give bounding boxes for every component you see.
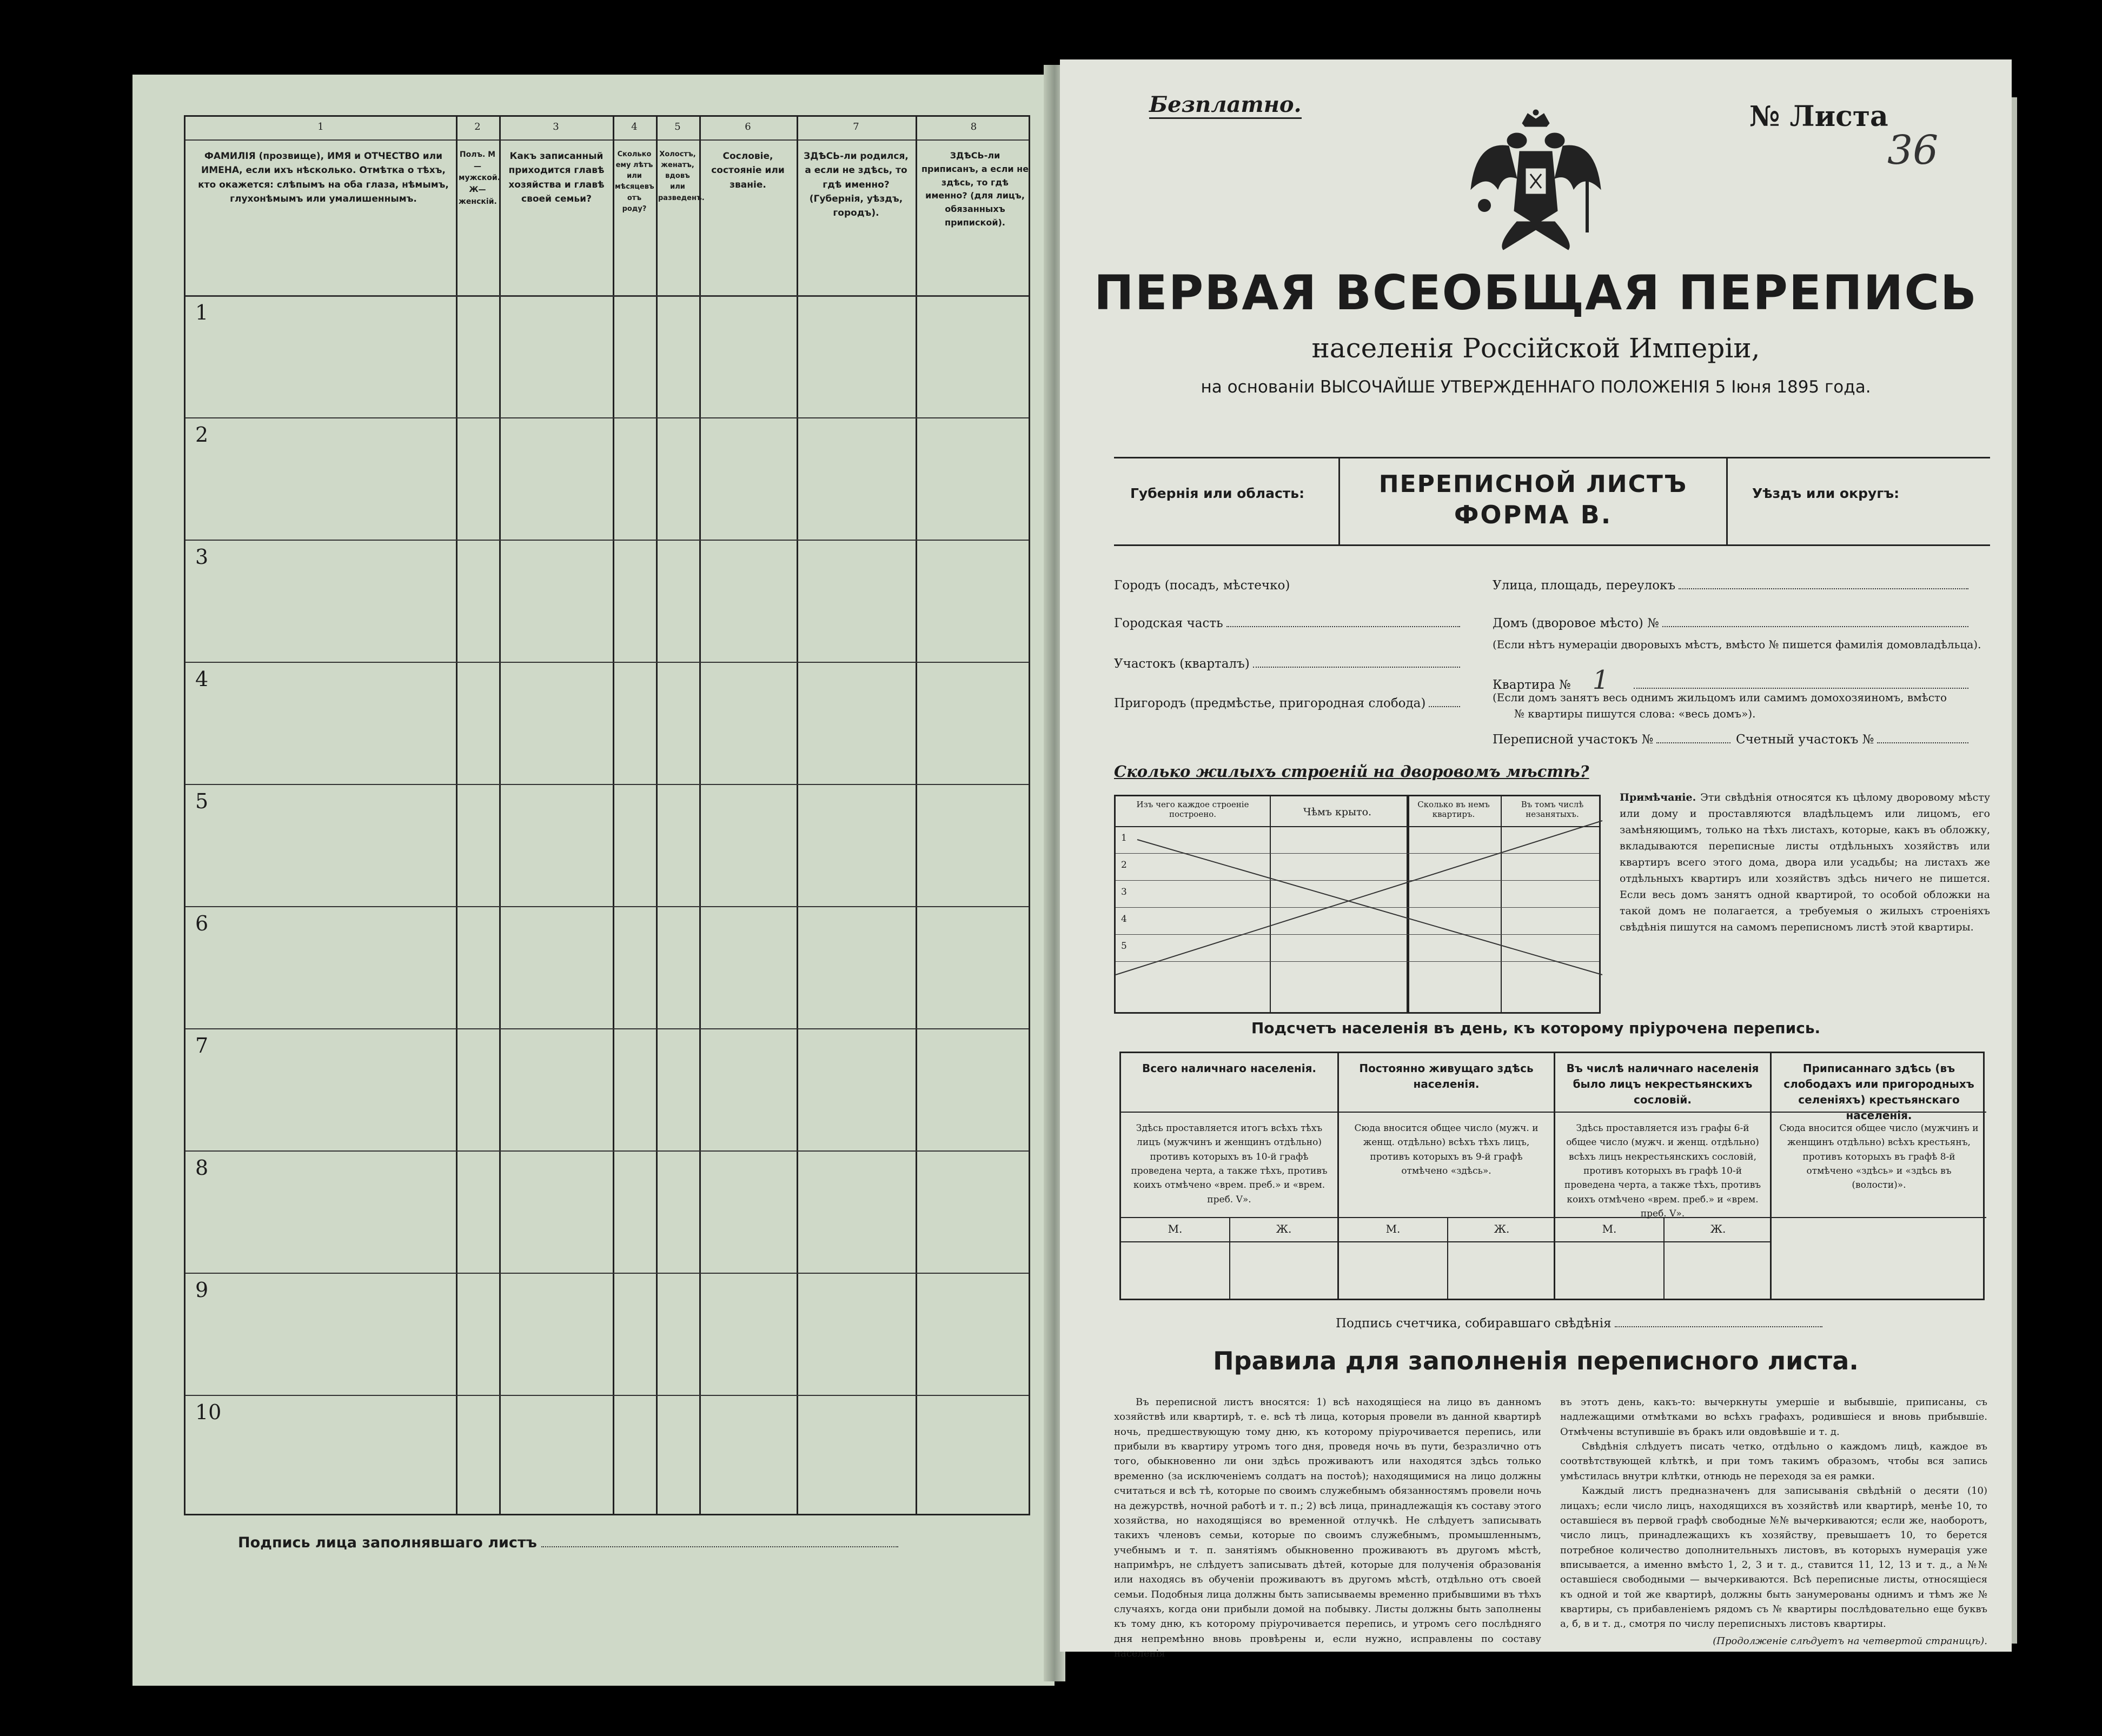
form-header-box [1114,457,1990,546]
count-column-header: Постоянно живущаго здѣсь населенія. [1339,1053,1554,1113]
census-people-table [184,115,1030,1515]
column-divider [699,117,701,1514]
column-number: 5 [674,121,681,132]
province-label: Губернія или область: [1130,485,1305,501]
house-note: (Если нѣтъ нумераціи дворовыхъ мѣстъ, вмѣсто № пишется фамилія домовладѣльца). [1493,638,1981,651]
city-part-field [1114,616,1460,630]
apartment-fill-line [1634,678,1968,689]
legal-basis-line: на основаніи ВЫСОЧАЙШЕ УТВЕРЖДЕННАГО ПОЛОЖЕНІЯ 5 Іюня 1895 года. [1201,377,1871,397]
city-part-label: Городская часть [1114,616,1223,630]
census-district-fill-line [1656,733,1730,743]
counting-district-field [1736,733,1968,747]
row-number: 6 [195,912,209,935]
buildings-cross-out-lines [1116,796,1602,1015]
apartment-note-line-2: № квартиры пишутся слова: «весь домъ»). [1514,707,1756,720]
street-fill-line [1679,578,1968,589]
precinct-label: Участокъ (кварталъ) [1114,657,1250,671]
sheet-number-handwritten: 36 [1887,127,1939,174]
row-rule [185,1395,1029,1396]
rules-left-column: Въ переписной листъ вносятся: 1) всѣ находящіеся на лицо въ данномъ хозяйствѣ или квартирѣ, т. е. всѣ тѣ лица, которыя провели въ данной квартирѣ ночь, предшествующую тому дню, къ которому пріурочивается перепись, или прибыли въ квартиру утромъ того дня, проведя ночь въ пути, безразлично отъ того, обыкновенно ли они здѣсь проживаютъ или находятся здѣсь только временно (за исключеніемъ солдатъ на постоѣ); находящимися на лицо должны считаться и всѣ тѣ, которые по своимъ служебнымъ обязанностямъ провели ночь на дежурствѣ, ночной работѣ и т. п.; 2) всѣ лица, принадлежащія къ составу этого хозяйства, но находящіяся во временной отлучкѣ. Не слѣдуетъ записывать такихъ членовъ семьи, которые по своимъ служебнымъ, промышленнымъ, учебнымъ и т. п. занятіямъ обыкновенно проживаютъ въ другомъ мѣстѣ, напримѣръ, не слѣдуетъ записывать дѣтей, которые для полученія образованія или находясь въ обученіи проживаютъ въ другомъ мѣстѣ, отдѣльно отъ своей семьи. Подобныя лица должны быть записываемы временно прибывшими въ тѣхъ случаяхъ, когда они прибыли домой на побывку. Листы должны быть заполнены къ тому дню, къ которому пріурочивается перепись, и утромъ сего послѣдняго дня непремѣнно вновь провѣрены и, если нужно, исправлены по составу населенія [1114,1396,1541,1660]
row-rule [185,906,1029,907]
form-title-block [1338,458,1728,544]
buildings-column-roof: Чѣмъ крыто. [1303,806,1372,818]
column-header-sex: Полъ. М—мужской. Ж—женскій. [459,150,501,206]
column-number: 3 [553,121,559,132]
row-number: 2 [195,423,209,447]
column-number: 6 [745,121,751,132]
count-column-registered-peasant [1770,1053,1986,1299]
house-label: Домъ (дворовое мѣсто) № [1493,616,1659,630]
census-district-field [1493,733,1730,747]
buildings-row-number: 3 [1121,887,1127,897]
female-label: Ж. [1229,1218,1337,1242]
column-header-birthplace: ЗДѢСЬ-ли родился, а если не здѣсь, то гдѣ именно? (Губернія, уѣздъ, городъ). [804,151,909,219]
header-rule [185,139,1029,141]
count-column-non-peasant [1554,1053,1770,1299]
count-column-description: Здѣсь проставляется итогъ всѣхъ тѣхъ лицъ (мужчинъ и женщинъ отдѣльно) противъ которыхъ въ 10-й графѣ проведена черта, а также тѣхъ, противъ коихъ отмѣчено «врем. преб.» и «врем. преб. V». [1121,1113,1337,1218]
buildings-column-vacant: Въ томъ числѣ незанятыхъ. [1521,800,1584,819]
column-number: 7 [853,121,859,132]
buildings-table [1114,795,1601,1014]
suburb-fill-line [1429,696,1460,707]
row-number: 9 [195,1278,209,1302]
apartment-note-line-1: (Если домъ занятъ весь однимъ жильцомъ или самимъ домохозяиномъ, вмѣсто [1493,691,1947,704]
count-column-description: Здѣсь проставляется изъ графы 6-й общее число (мужч. и женщ. отдѣльно) всѣхъ лицъ некрестьянскихъ сословій, противъ которыхъ въ графѣ 10-й проведена черта, а также тѣхъ, противъ коихъ отмѣчено «врем. преб.» и «врем. преб. V». [1555,1113,1770,1218]
collector-signature-line [1336,1316,1822,1331]
left-page-census-list [132,75,1055,1686]
column-number: 1 [317,121,324,132]
street-label: Улица, площадь, переулокъ [1493,578,1676,593]
row-number: 3 [195,545,209,569]
male-label: М. [1555,1218,1663,1242]
rules-right-column [1560,1395,1987,1648]
buildings-row-number: 1 [1121,833,1127,843]
rules-continued-note: (Продолженіе слѣдуетъ на четвертой страницѣ). [1713,1635,1987,1647]
female-label: Ж. [1663,1218,1772,1242]
column-divider [797,117,798,1514]
column-divider [613,117,614,1514]
row-number: 1 [195,301,209,324]
city-part-fill-line [1226,616,1460,627]
form-title: ПЕРЕПИСНОЙ ЛИСТЪ [1378,470,1688,498]
buildings-note [1620,789,1990,935]
row-rule [185,540,1029,541]
count-split-line [1447,1218,1448,1299]
buildings-column-material: Изъ чего каждое строеніе построено. [1136,800,1249,819]
census-district-label: Переписной участокъ № [1493,733,1654,747]
suburb-field [1114,696,1460,710]
collector-signature-label: Подпись счетчика, собиравшаго свѣдѣнія [1336,1316,1612,1331]
male-label: М. [1121,1218,1229,1242]
column-header-registration: ЗДѢСЬ-ли приписанъ, а если не здѣсь, то гдѣ именно? (для лицъ, обязанныхъ припиской). [921,150,1029,228]
column-divider [916,117,917,1514]
count-column-total-present [1121,1053,1337,1299]
counting-district-label: Счетный участокъ № [1736,733,1874,747]
row-rule [185,784,1029,785]
column-divider [499,117,501,1514]
row-number: 4 [195,667,209,691]
column-number: 2 [474,121,481,132]
house-fill-line [1662,616,1968,627]
row-rule [185,1273,1029,1274]
note-text: Эти свѣдѣнія относятся къ цѣлому дворовому мѣсту или дому и проставляются владѣльцемъ или лицомъ, его замѣняющимъ, только на тѣхъ листахъ, которые, какъ въ обложку, вкладываются переписные листы отдѣльныхъ хозяйствъ или квартиръ всего этого дома, двора или усадьбы; на листахъ же отдѣльныхъ квартиръ или хозяйствъ здѣсь ничего не пишется. Если весь домъ занятъ одной квартирой, то особой обложки на такой домъ не полагается, а требуемыя о жилыхъ строеніяхъ свѣдѣнія пишутся на самомъ переписномъ листѣ этой квартиры. [1620,791,1991,934]
count-column-description: Сюда вносится общее число (мужчинъ и женщинъ отдѣльно) всѣхъ крестьянъ, противъ которыхъ въ графѣ 8-й отмѣчено «здѣсь» и «здѣсь въ (волости)». [1772,1113,1986,1218]
imperial-eagle-emblem [1466,108,1606,256]
counting-district-fill-line [1877,733,1968,743]
apartment-value-handwritten: 1 [1592,665,1609,695]
buildings-column-apartments: Сколько въ немъ квартиръ. [1417,800,1490,819]
rules-title: Правила для заполненія переписного листа. [1213,1346,1859,1375]
buildings-row-number: 4 [1121,914,1127,924]
form-subtitle: ФОРМА В. [1454,500,1613,529]
column-header-age: Сколько ему лѣтъ или мѣсяцевъ отъ роду? [615,150,654,213]
page-title: ПЕРВАЯ ВСЕОБЩАЯ ПЕРЕПИСЬ [1094,265,1978,321]
population-count-table [1119,1052,1985,1300]
city-field [1114,578,1290,593]
column-number: 4 [631,121,638,132]
collector-signature-fill [1615,1318,1822,1327]
row-rule [185,662,1029,663]
suburb-label: Пригородъ (предмѣстье, пригородная слобода) [1114,696,1426,710]
count-split-line [1229,1218,1230,1299]
filler-signature-line [238,1534,898,1551]
population-count-title: Подсчетъ населенія въ день, къ которому пріурочена перепись. [1251,1019,1821,1037]
row-rule [185,1028,1029,1029]
header-bottom-rule [185,295,1029,297]
column-header-name: ФАМИЛІЯ (прозвище), ИМЯ и ОТЧЕСТВО или ИМЕНА, если ихъ нѣсколько. Отмѣтка о тѣхъ, кто окажется: слѣпымъ на оба глаза, нѣмымъ, глухонѣмымъ или умалишеннымъ. [198,151,449,205]
page-subtitle: населенія Россійской Имперіи, [1311,332,1760,364]
column-header-estate: Сословіе, состояніе или званіе. [711,151,785,190]
row-rule [185,1150,1029,1152]
free-label: Безплатно. [1149,92,1302,119]
buildings-row-number: 2 [1121,860,1127,870]
precinct-fill-line [1253,657,1460,668]
note-label: Примѣчаніе. [1620,791,1696,803]
right-page-census-form [1060,59,2012,1660]
city-label: Городъ (посадъ, мѣстечко) [1114,578,1290,593]
precinct-field [1114,657,1460,671]
apartment-label: Квартира № [1493,678,1571,692]
buildings-heading: Сколько жилыхъ строеній на дворовомъ мѣстѣ? [1114,762,1589,781]
row-number: 7 [195,1034,209,1057]
sheet-number-label: № Листа [1749,100,1888,133]
row-rule [185,417,1029,418]
column-header-marital: Холостъ, женатъ, вдовъ или разведенъ. [658,150,705,202]
count-column-permanent [1337,1053,1554,1299]
district-label: Уѣздъ или округъ: [1752,485,1900,501]
row-number: 8 [195,1156,209,1180]
filler-signature-label: Подпись лица заполнявшаго листъ [238,1534,537,1551]
count-column-header: Всего наличнаго населенія. [1121,1053,1337,1113]
count-column-header: Приписаннаго здѣсь (въ слободахъ или пригородныхъ селеніяхъ) крестьянскаго населенія. [1772,1053,1986,1113]
column-header-relation: Какъ записанный приходится главѣ хозяйства и главѣ своей семьи? [508,151,605,205]
count-column-description: Сюда вносится общее число (мужч. и женщ. отдѣльно) всѣхъ тѣхъ лицъ, противъ которыхъ въ 9-й графѣ отмѣчено «здѣсь». [1339,1113,1554,1218]
column-divider [456,117,457,1514]
rules-paragraph: въ этотъ день, какъ-то: вычеркнуты умершіе и выбывшіе, приписаны, съ надлежащими отмѣтками во всѣхъ графахъ, родившіеся и вновь прибывшіе. Отмѣчены вступившіе въ бракъ или овдовѣвшіе и т. д. [1560,1396,1987,1438]
count-split-line [1663,1218,1665,1299]
street-field [1493,578,1968,593]
buildings-row-number: 5 [1121,941,1127,952]
column-divider [656,117,658,1514]
signature-dotted-line [541,1546,898,1547]
count-column-header: Въ числѣ наличнаго населенія было лицъ некрестьянскихъ сословій. [1555,1053,1770,1113]
row-number: 10 [195,1400,222,1424]
rules-paragraph: Свѣдѣнія слѣдуетъ писать четко, отдѣльно о каждомъ лицѣ, каждое въ соотвѣтствующей клѣткѣ, и при томъ такимъ образомъ, чтобы вся запись умѣстилась внутри клѣтки, отнюдь не переходя за ея рамки. [1560,1441,1987,1482]
female-label: Ж. [1447,1218,1555,1242]
row-number: 5 [195,789,209,813]
rules-paragraph: Каждый листъ предназначенъ для записыванія свѣдѣній о десяти (10) лицахъ; если число лицъ, находящихся въ хозяйствѣ или квартирѣ, менѣе 10, то оставшіеся въ первой графѣ свободные №№ вычеркиваются; если же, наоборотъ, число лицъ, принадлежащихъ къ хозяйству, превышаетъ 10, то берется потребное количество дополнительныхъ листовъ, въ которыхъ нумерація уже вписывается, а именно вмѣсто 1, 2, 3 и т. д., ставится 11, 12, 13 и т. д., а №№ оставшіеся свободными — вычеркиваются. Всѣ переписные листы, относящіеся къ одной и той же квартирѣ, должны быть занумерованы однимъ и тѣмъ же № квартиры, съ прибавленіемъ рядомъ съ № квартиры послѣдовательно еще буквъ а, б, в и т. д., смотря по числу переписныхъ листовъ квартиры. [1560,1485,1987,1630]
male-label: М. [1339,1218,1447,1242]
house-field [1493,616,1968,630]
column-number: 8 [970,121,977,132]
